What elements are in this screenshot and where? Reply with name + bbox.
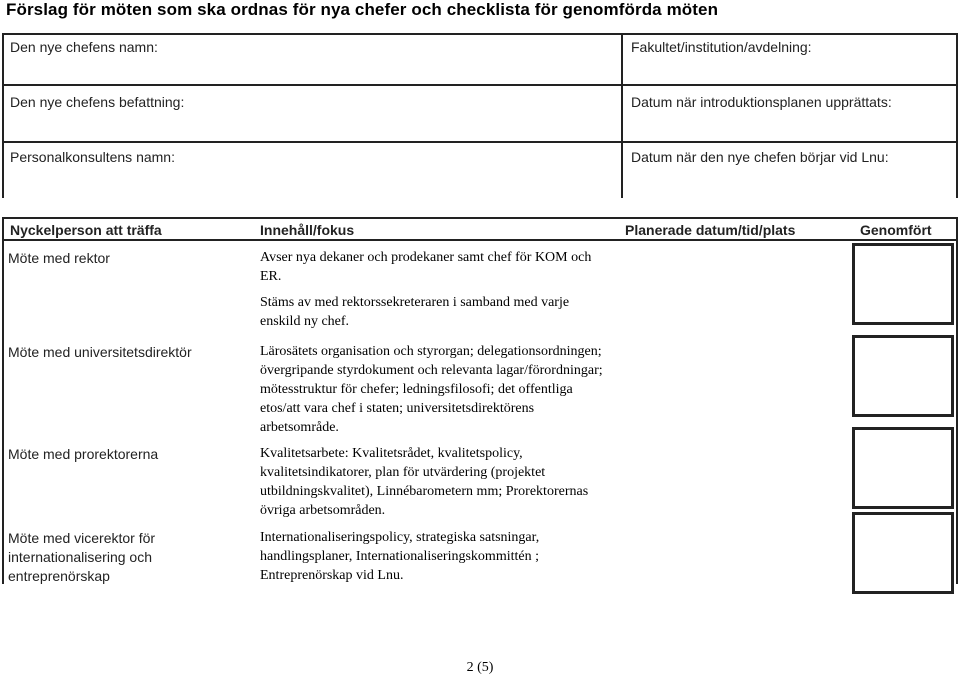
done-checkbox[interactable]	[852, 427, 954, 509]
page-title: Förslag för möten som ska ordnas för nya chefer och checklista för genomförda möten	[6, 0, 719, 19]
header-planned: Planerade datum/tid/plats	[625, 222, 796, 238]
plan-date-label: Datum när introduktionsplanen upprättats:	[631, 94, 892, 110]
row-content: Lärosätets organisation och styrorgan; delegationsordningen; övergripande styrdokument och relevanta lagar/förordningar; mötesstruktur för chefer; ledningsfilosofi; det offentliga etos/att vara chef i staten; universitetsdirektörens arbetsområde.	[260, 344, 603, 435]
info-box	[2, 33, 958, 198]
table-left-border	[2, 241, 4, 584]
row-person: Möte med rektor	[8, 250, 110, 266]
done-checkbox[interactable]	[852, 243, 954, 325]
row-content: Avser nya dekaner och prodekaner samt chef för KOM och ER.	[260, 250, 592, 284]
faculty-label: Fakultet/institution/avdelning:	[631, 39, 812, 55]
info-row-divider	[4, 84, 956, 86]
header-person: Nyckelperson att träffa	[10, 222, 162, 238]
info-divider	[621, 35, 623, 198]
row-content: Stäms av med rektorssekreteraren i samband med varje enskild ny chef.	[260, 295, 570, 329]
start-date-label: Datum när den nye chefen börjar vid Lnu:	[631, 149, 889, 165]
table-header	[2, 217, 958, 241]
hr-consultant-label: Personalkonsultens namn:	[10, 149, 175, 165]
new-manager-name-label: Den nye chefens namn:	[10, 39, 158, 55]
row-person: Möte med universitetsdirektör	[8, 344, 192, 360]
header-content: Innehåll/fokus	[260, 222, 355, 238]
row-person: Möte med prorektorerna	[8, 446, 159, 462]
row-person: Möte med vicerektor för internationalisering och entreprenörskap	[8, 530, 156, 584]
done-checkbox[interactable]	[852, 512, 954, 594]
new-manager-position-label: Den nye chefens befattning:	[10, 94, 185, 110]
info-row-divider	[4, 141, 956, 143]
table-right-border	[956, 241, 958, 584]
header-done: Genomfört	[860, 222, 932, 238]
done-checkbox[interactable]	[852, 335, 954, 417]
row-content: Internationaliseringspolicy, strategiska satsningar, handlingsplaner, Internationaliseringskommittén ; Entreprenörskap vid Lnu.	[260, 530, 540, 583]
page-number: 2 (5)	[466, 660, 494, 675]
row-content: Kvalitetsarbete: Kvalitetsrådet, kvalitetspolicy, kvalitetsindikatorer, plan för utvärdering (projektet utbildningskvalitet), Linnébarometern mm; Prorektorernas övriga arbetsområden.	[260, 446, 589, 518]
